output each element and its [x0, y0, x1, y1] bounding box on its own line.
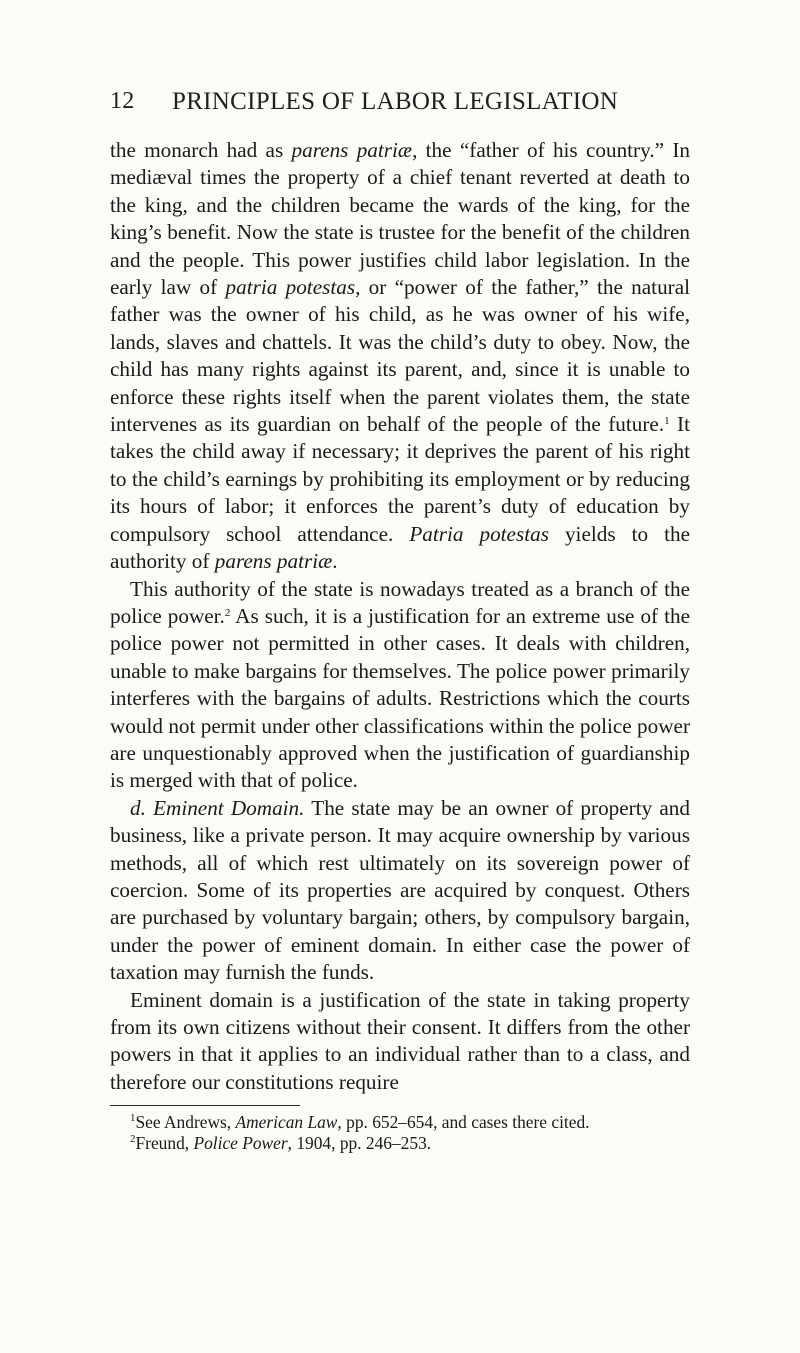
footnote-1	[110, 1112, 690, 1133]
text-run: .	[332, 549, 338, 574]
page-header	[110, 88, 690, 122]
italic-term: Patria potestas	[409, 521, 549, 546]
body-text	[110, 137, 690, 1154]
text-run: , 1904, pp. 246–253.	[287, 1133, 432, 1154]
italic-term: parens patriæ	[291, 138, 413, 162]
text-run: Eminent domain is a justification of the state in taking property from its own citizens without their consent. It differs from the other powers in that it applies to an individual rather than to a class, and therefore our constitutions require	[110, 987, 690, 1094]
running-head: PRINCIPLES OF LABOR LEGISLATION	[172, 88, 619, 115]
text-run: , the “father of his country.” In mediæval times the property of a chief tenant reverted at death to the king, and the children became the wards of the king, for the king’s benefit. Now the state is trustee for the benefit of the children and the people. This power justifies child labor legislation. In the early law of	[110, 138, 690, 300]
footnote-divider	[110, 1105, 300, 1106]
text-run: the monarch had as	[110, 138, 292, 162]
footnote-ref-1: 1	[664, 415, 670, 428]
footnote-ref-2: 2	[224, 606, 231, 619]
italic-term: parens patriæ	[214, 549, 333, 574]
paragraph-3	[110, 795, 690, 987]
text-run: As such, it is a justification for an extreme use of the police power not permitted in other cases. It deals with children, unable to make bargains for themselves. The police power primarily interferes with the bargains of adults. Restrictions which the courts would not permit under other classifications within the police power are unquestionably approved when the justification of guardianship is merged with that of police.	[110, 603, 690, 793]
paragraph-1	[110, 137, 690, 576]
footnote-2	[110, 1133, 690, 1154]
italic-title: Police Power	[193, 1133, 288, 1154]
page-number: 12	[110, 88, 135, 114]
footnotes	[110, 1112, 690, 1154]
text-run: , pp. 652–654, and cases there cited.	[337, 1112, 590, 1133]
paragraph-4	[110, 987, 690, 1097]
text-run: yields to the authority of	[110, 521, 690, 574]
italic-title: American Law	[235, 1112, 338, 1133]
text-run: See Andrews,	[135, 1112, 236, 1133]
paragraph-2	[110, 576, 690, 795]
footnote-mark: 1	[130, 1112, 136, 1125]
text-run: Freund,	[135, 1133, 194, 1154]
text-run: This authority of the state is nowadays treated as a branch of the police power.	[110, 576, 690, 628]
section-heading: d. Eminent Domain.	[130, 795, 305, 820]
footnote-mark: 2	[130, 1133, 136, 1146]
text-run: , or “power of the father,” the natural father was the owner of his child, as he was owner of his wife, lands, slaves and chattels. It was the child’s duty to obey. Now, the child has many rights against its parent, and, since it is unable to enforce these rights itself when the parent violates them, the state intervenes as its guardian on behalf of the people of the future.	[110, 275, 691, 437]
text-run: It takes the child away if necessary; it deprives the parent of his right to the child’s earnings by prohibiting its employment or by reducing its hours of labor; it enforces the parent’s duty of education by compulsory school attendance.	[110, 412, 690, 546]
text-run: The state may be an owner of property and business, like a private person. It may acquire ownership by various methods, all of which rest ultimately on its sovereign power of coercion. Some of its properties are acquired by conquest. Others are purchased by voluntary bargain; others, by compulsory bargain, under the power of eminent domain. In either case the power of taxation may furnish the funds.	[110, 795, 690, 985]
italic-term: patria potestas	[225, 275, 356, 300]
